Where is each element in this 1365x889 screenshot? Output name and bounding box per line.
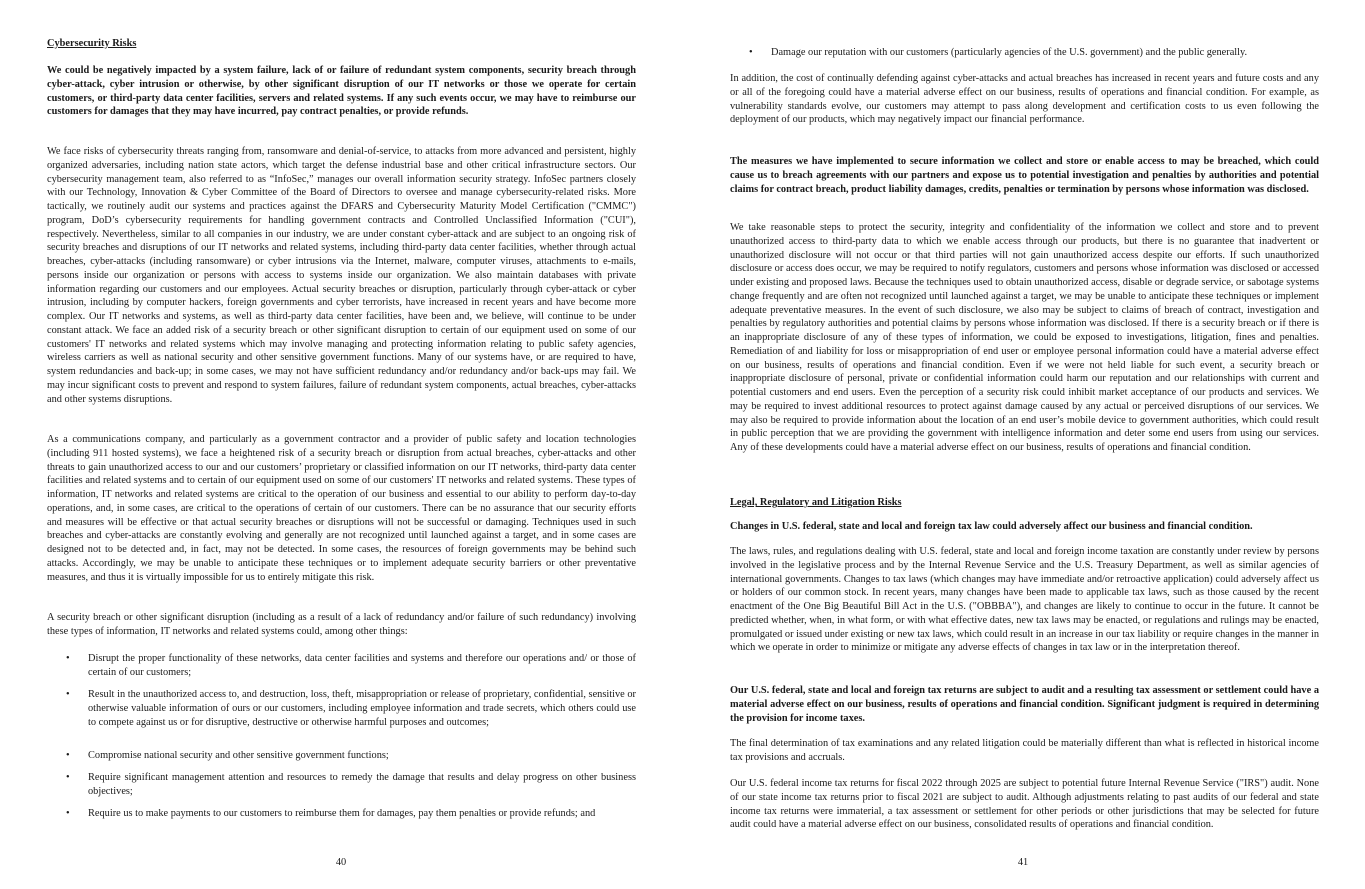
section-heading-cybersecurity: Cybersecurity Risks [47,38,137,49]
risk-factor-title: Our U.S. federal, state and local and foreign tax returns are subject to audit and a resulting tax assessment or settlement could have a material adverse effect on our business, results of operations and financial condition. Significant judgment is required in determining the provision for income taxes. [730,685,1319,724]
risk-factor-title: Changes in U.S. federal, state and local and foreign tax law could adversely affect our business and financial condition. [730,521,1253,532]
section-heading-legal: Legal, Regulatory and Litigation Risks [730,497,902,508]
body-paragraph: We face risks of cybersecurity threats ranging from, ransomware and denial-of-service, to attacks from more advanced and persistent, highly organized adversaries, including nation state actors, which target the defense industrial base and other critical infrastructure sectors. Our cybersecurity management team, also referred to as “InfoSec,” manages our overall information security strategy. InfoSec partners closely with our Technology, Innovation & Cyber Committee of the Board of Directors to oversee and manage cybersecurity-related risks. More tactically, we routinely audit our systems and practices against the DFARS and Cybersecurity Maturity Model Certification ("CMMC") program, DoD’s cybersecurity requirements for handling government contracts and Controlled Unclassified Information ("CUI"), respectively. Nevertheless, similar to all companies in our industry, we are under constant cyber-attack and are subject to an ongoing risk of security breaches and disruptions of our IT networks and related systems, including third-party data center facilities, whether through actual breaches, cyber-attacks (including ransomware) or cyber intrusions via the Internet, malware, computer viruses, attachments to e-mails, persons inside our organization or persons with access to systems inside our organization. We also maintain databases with private information regarding our customers and our employees. Actual security breaches or disruption, particularly through cyber-attack or cyber intrusion, including by computer hackers, foreign governments and cyber terrorists, have increased in recent years and have become more complex. Our IT networks and systems, as well as third-party data center facilities, have been and, we believe, will continue to be under constant attack. We face an added risk of a security breach or other significant disruption to certain of our equipment used on some of our customers' IT networks and related systems which may involve managing and protecting information relating to public safety agencies, wireless carriers as well as national security and other sensitive government functions. Many of our systems have, or are required to have, system redundancies and back-up; in some cases, we may not have sufficient redundancy and/or redundancy and/or back-ups may fail. We may incur significant costs to prevent and respond to system failures, failure of redundant system components, actual breaches, cyber-attacks and other systems disruptions. [47,146,636,405]
list-item [730,46,1319,60]
bullet-icon: • [66,772,70,783]
list-item-text: Compromise national security and other sensitive government functions; [88,750,389,761]
list-item [47,771,636,799]
body-paragraph: As a communications company, and particularly as a government contractor and a provider of public safety and location technologies (including 911 hosted systems), we face a heightened risk of a security breach or disruption from actual breaches, cyber-attacks and other threats to gain unauthorized access to our and our customers’ proprietary or classified information on our IT networks, third-party data center facilities and related systems and to certain of our equipment used on some of our customers' IT networks and related systems. These types of information, IT networks and related systems are critical to the operation of our business and essential to our ability to perform day-to-day operations, and, in some cases, are critical to the operations of certain of our customers. There can be no assurance that our security efforts and measures will be effective or that actual security breaches or disruptions will not be successful or damaging. Techniques used in such breaches and cyber-attacks are constantly evolving and generally are not recognized until launched against a target, and in some cases are designed not to be detected and, in fact, may not be detected. In some cases, the resources of foreign governments may be behind such attacks. Accordingly, we may be unable to anticipate these techniques or to implement adequate security barriers or other preventative measures, and thus it is virtually impossible for us to entirely mitigate this risk. [47,434,636,583]
body-paragraph: The laws, rules, and regulations dealing with U.S. federal, state and local and foreign income taxation are constantly under review by persons involved in the legislative process and by the Internal Revenue Service and the U.S. Treasury Department, as well as similar agencies of international governments. Changes to tax laws (which changes may have immediate and/or retroactive application) could adversely affect us or holders of our common stock. In recent years, many changes have been made to applicable tax laws, such as those caused by the recent enactment of the One Big Beautiful Bill Act in the U.S. ("OBBBA"), and changes are likely to continue to occur in the future. It cannot be predicted whether, when, in what form, or with what effective dates, new tax laws may be enacted, or regulations and rulings may be enacted, promulgated or issued under existing or new tax laws, which could result in an increase in our tax liability or require changes in the manner in which we operate in order to minimize or mitigate any adverse effects of changes in tax law or in the interpretation thereof. [730,546,1319,654]
list-item [47,749,636,763]
body-paragraph: A security breach or other significant disruption (including as a result of a lack of redundancy and/or failure of such redundancy) involving these types of information, IT networks and related systems could, among other things: [47,612,636,637]
body-paragraph: Our U.S. federal income tax returns for fiscal 2022 through 2025 are subject to potential future Internal Revenue Service ("IRS") audit. None of our state income tax returns prior to fiscal 2021 are subject to audit. Although adjustments relating to past audits of our federal and state income tax returns were immaterial, a tax assessment or settlement for other periods or other jurisdictions that may be selected for future audit could have a material adverse effect on our business, consolidated results of operations and financial condition. [730,778,1319,831]
list-item-text: Disrupt the proper functionality of these networks, data center facilities and systems and therefore our operations and/ or those of certain of our customers; [88,653,636,678]
body-paragraph: The final determination of tax examinations and any related litigation could be materially different than what is reflected in historical income tax provisions and accruals. [730,738,1319,763]
bullet-icon: • [66,653,70,664]
page-number: 40 [335,857,347,868]
list-item-text: Damage our reputation with our customers (particularly agencies of the U.S. government) and the public generally. [771,47,1248,58]
risk-factor-title: We could be negatively impacted by a system failure, lack of or failure of redundant system components, security breach through cyber-attack, cyber intrusion or otherwise, by other significant disruption of our IT networks or those we operate for certain customers, or third-party data center facilities, servers and related systems. If any such events occur, we may have to reimburse our customers for damages that they may have incurred, pay contract penalties, or provide refunds. [47,65,636,118]
bullet-icon: • [66,750,70,761]
list-item-text: Require us to make payments to our customers to reimburse them for damages, pay them penalties or provide refunds; and [88,808,596,819]
list-item [47,807,636,821]
risk-factor-title: The measures we have implemented to secure information we collect and store or enable access to may be breached, which could cause us to breach agreements with our partners and expose us to potential investigation and penalties by authorities and potential claims for contract breach, product liability damages, credits, penalties or termination by persons whose information was disclosed. [730,156,1319,195]
left-page [47,0,636,889]
bullet-icon: • [749,47,753,58]
list-item-text: Result in the unauthorized access to, and destruction, loss, theft, misappropriation or release of proprietary, confidential, sensitive or otherwise valuable information of ours or our customers, including employee information and trade secrets, which others could use to compete against us or for disruptive, destructive or otherwise harmful purposes and outcomes; [88,689,636,728]
right-page [730,0,1319,889]
list-item [47,652,636,680]
list-item [47,688,636,729]
page-number: 41 [1017,857,1029,868]
bullet-icon: • [66,689,70,700]
list-item-text: Require significant management attention and resources to remedy the damage that results and delay progress on other business objectives; [88,772,636,797]
body-paragraph: In addition, the cost of continually defending against cyber-attacks and actual breaches has increased in recent years and future costs and any or all of the foregoing could have a material adverse effect on our business, results of operations and financial condition. For example, as vulnerability standards evolve, our customers may attempt to pass along development and certification costs to us even following the deployment of our products, which may negatively impact our financial performance. [730,73,1319,126]
bullet-icon: • [66,808,70,819]
body-paragraph: We take reasonable steps to protect the security, integrity and confidentiality of the information we collect and store and to prevent unauthorized access to third-party data to which we enable access through our products, but there is no guarantee that inadvertent or unauthorized disclosure will not occur or that third parties will not gain unauthorized access despite our efforts. If such unauthorized disclosure or access does occur, we may be required to notify regulators, customers and persons whose information was disclosed or accessed under existing and proposed laws. Because the techniques used to obtain unauthorized access, disable or degrade service, or sabotage systems change frequently and are often not recognized until launched against a target, we may be unable to anticipate these techniques or implement adequate preventative measures. In the event of such disclosure, we also may be subject to claims of breach of contract, investigation and penalties by regulatory authorities and potential claims by persons whose information was disclosed. If there is a security breach or if there is an inappropriate disclosure of any of these types of information, we could be exposed to investigations, litigation, fines and penalties. Remediation of and liability for loss or misappropriation of end user or employee personal information could have a material adverse effect on our business, results of operations and financial condition. Even if we were not held liable for such event, a security breach or inappropriate disclosure of personal, private or confidential information could harm our reputation and our relationships with current and potential customers and end users. Even the perception of a security risk could inhibit market acceptance of our products and services. We may be required to invest additional resources to protect against damage caused by any actual or perceived disruptions of our services. We may also be required to provide information about the location of an end user’s mobile device to government authorities, which could result in public perception that we are providing the government with intelligence information and deter some end users from using our services. Any of these developments could have a material adverse effect on our business, results of operations and financial condition. [730,222,1319,453]
